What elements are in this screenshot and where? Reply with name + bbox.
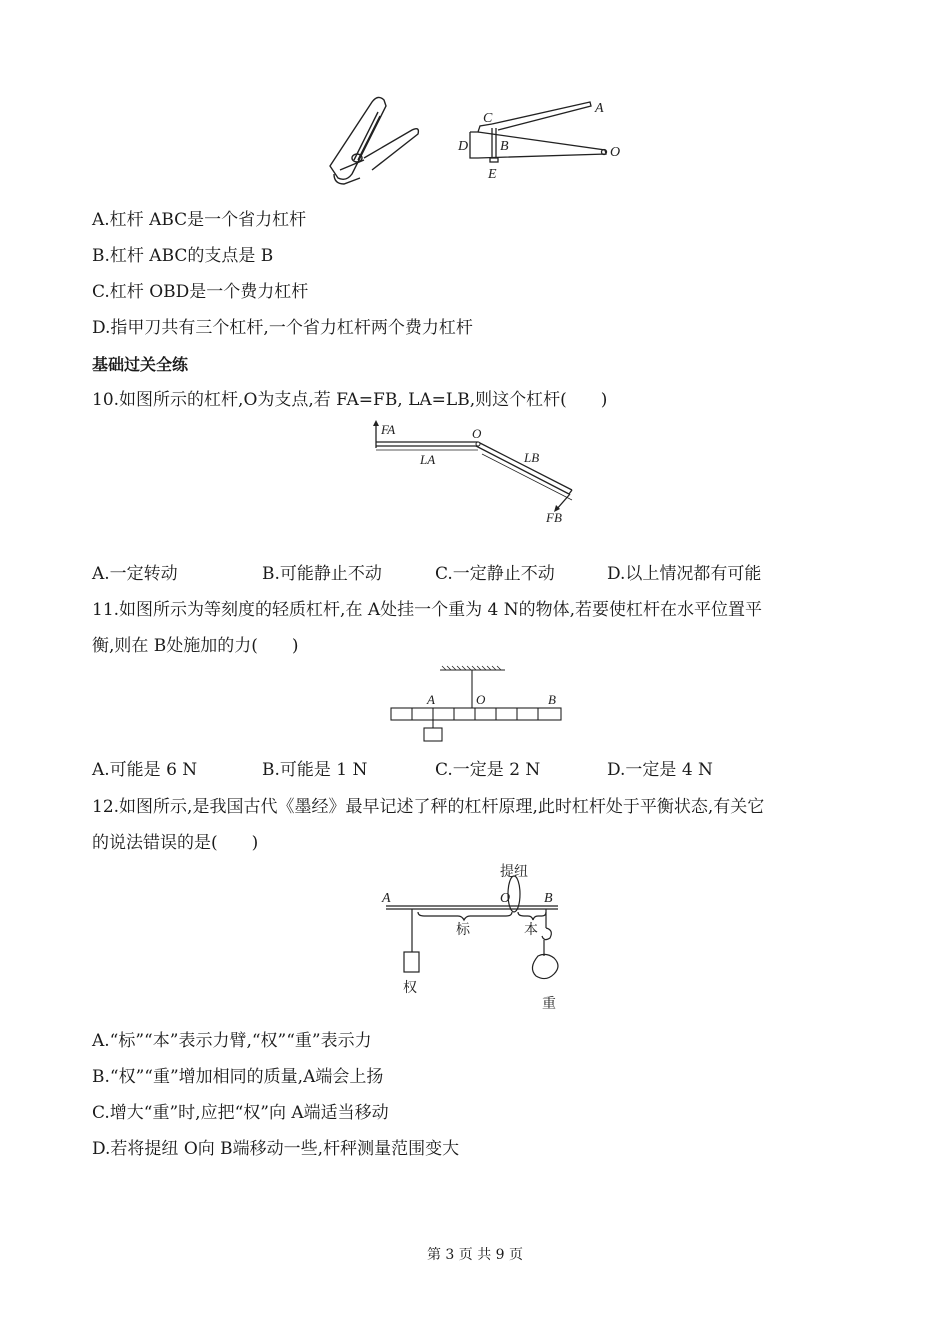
q10-option-c: C.一定静止不动 [435, 564, 555, 584]
q12-stem-line-2: 的说法错误的是( ) [92, 833, 259, 853]
label-la: LA [420, 452, 436, 467]
q10-option-d: D.以上情况都有可能 [607, 564, 762, 584]
q10-option-a: A.一定转动 [92, 564, 178, 584]
label-tiniu: 提纽 [500, 865, 528, 880]
q12-option-d: D.若将提纽 O向 B端移动一些,杆秤测量范围变大 [92, 1139, 460, 1159]
q11-option-b: B.可能是 1 N [262, 760, 368, 780]
page-footer: 第 3 页 共 9 页 [426, 1247, 524, 1263]
q9-option-a: A.杠杆 ABC是一个省力杠杆 [92, 210, 307, 230]
q11-option-d: D.一定是 4 N [607, 760, 713, 780]
label-o: O [500, 891, 511, 906]
label-biao: 标 [456, 923, 470, 938]
section-title: 基础过关全练 [92, 355, 189, 374]
label-zhong: 重 [542, 997, 556, 1012]
q10-option-b: B.可能静止不动 [262, 564, 382, 584]
label-d: D [458, 139, 469, 154]
label-quan: 权 [403, 981, 417, 996]
label-a: A [427, 692, 435, 707]
nail-clipper-drawing [330, 97, 418, 184]
label-c: C [483, 111, 493, 126]
q10-stem: 10.如图所示的杠杆,O为支点,若 FA=FB, LA=LB,则这个杠杆( ) [92, 390, 608, 410]
label-e: E [488, 167, 497, 182]
label-lb: LB [524, 450, 540, 465]
label-a: A [382, 891, 391, 906]
q12-stem-line-1: 12.如图所示,是我国古代《墨经》最早记述了秤的杠杆原理,此时杠杆处于平衡状态,有关它 [92, 797, 765, 817]
label-b: B [548, 692, 556, 707]
label-a: A [595, 101, 604, 116]
nail-clipper-figure [320, 88, 650, 188]
q10-lever-figure [360, 418, 600, 533]
label-fa: FA [381, 422, 396, 437]
q11-option-c: C.一定是 2 N [435, 760, 541, 780]
label-b: B [544, 891, 553, 906]
q11-stem-line-2: 衡,则在 B处施加的力( ) [92, 636, 299, 656]
q9-option-d: D.指甲刀共有三个杠杆,一个省力杠杆两个费力杠杆 [92, 318, 473, 338]
label-fb: FB [546, 510, 562, 525]
steelyard-figure [378, 860, 578, 1020]
q12-option-b: B.“权”“重”增加相同的质量,A端会上扬 [92, 1067, 384, 1087]
label-ben: 本 [524, 923, 538, 938]
q12-option-a: A.“标”“本”表示力臂,“权”“重”表示力 [92, 1031, 372, 1051]
q12-option-c: C.增大“重”时,应把“权”向 A端适当移动 [92, 1103, 389, 1123]
label-o: O [476, 692, 486, 707]
q9-option-c: C.杠杆 OBD是一个费力杠杆 [92, 282, 309, 302]
q11-option-a: A.可能是 6 N [92, 760, 198, 780]
q11-lever-figure [385, 664, 565, 749]
q9-option-b: B.杠杆 ABC的支点是 B [92, 246, 274, 266]
label-o: O [472, 426, 482, 441]
q11-stem-line-1: 11.如图所示为等刻度的轻质杠杆,在 A处挂一个重为 4 N的物体,若要使杠杆在水平位置平 [92, 600, 763, 620]
label-o: O [610, 145, 621, 160]
label-b: B [500, 139, 509, 154]
